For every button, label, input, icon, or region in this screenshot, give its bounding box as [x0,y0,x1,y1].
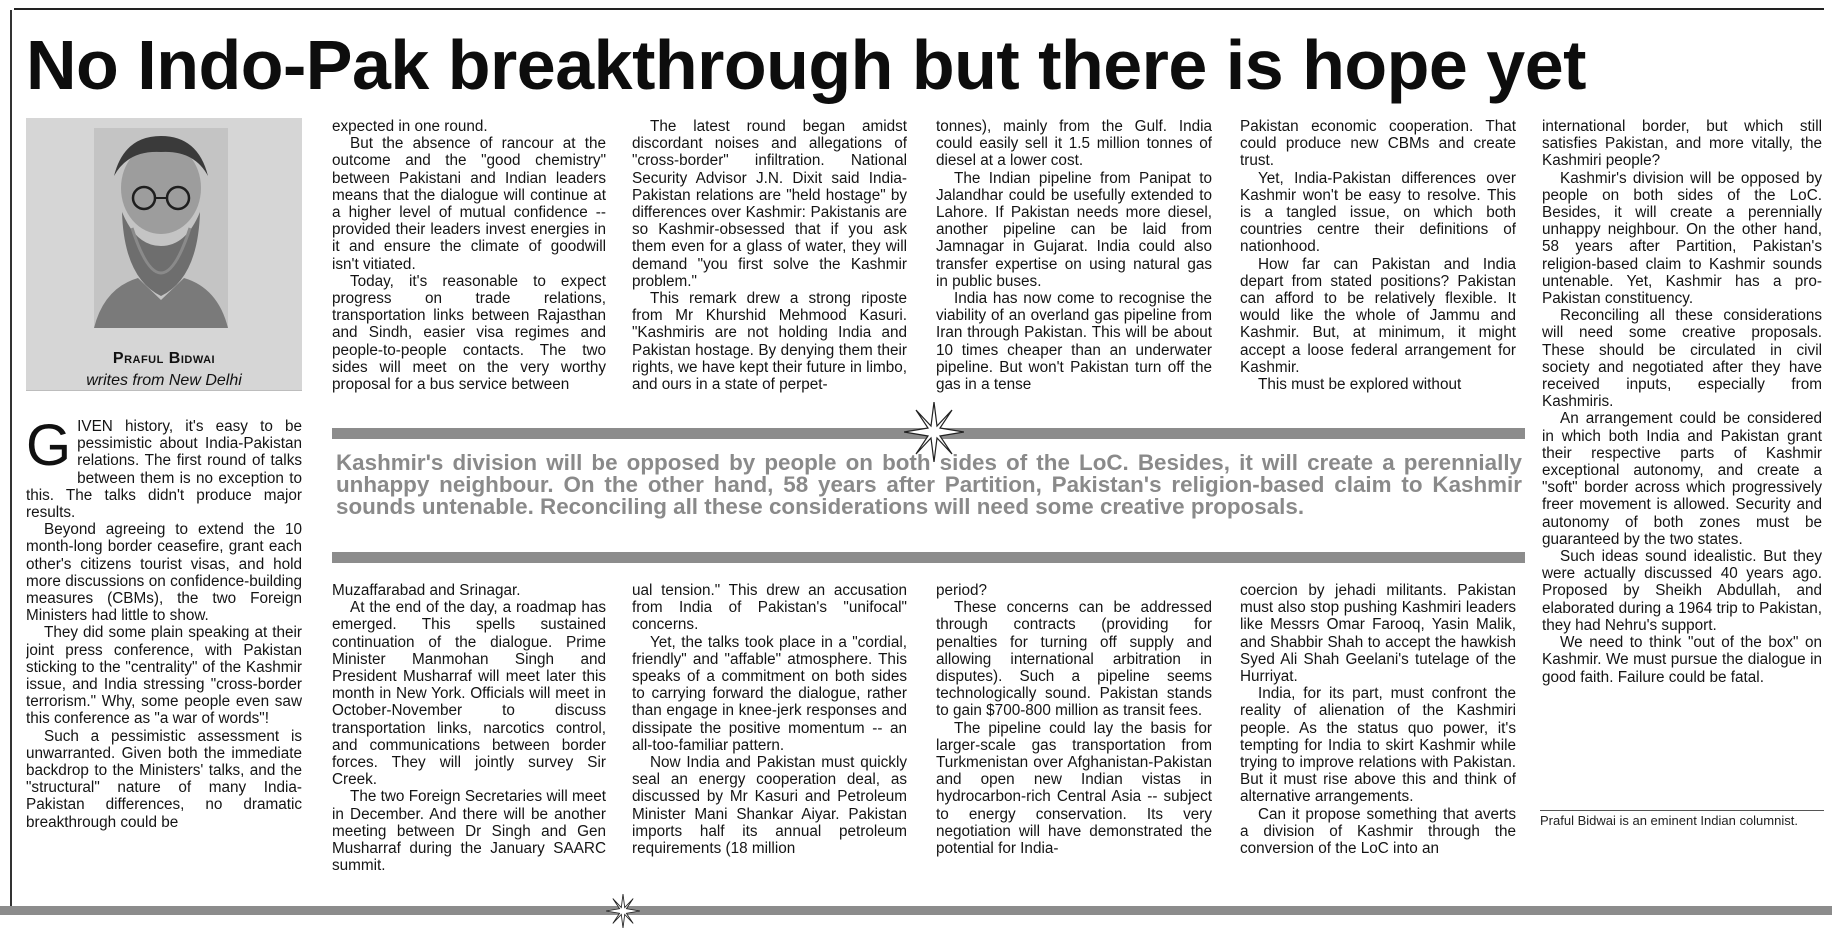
paragraph: India, for its part, must confront the reality of alienation of the Kashmiri people. As the status quo power, it's tempting for India to skirt Kashmir while trying to improve relations with Pakistan. But it must rise above this and think of alternative arrangements. [1240,685,1516,806]
paragraph: Pakistan economic cooperation. That could produce new CBMs and create trust. [1240,118,1516,170]
top-rule [14,8,1824,10]
paragraph: These concerns can be addressed through contracts (providing for penalties for turning off supply and allowing international arbitration in disputes). Such a pipeline seems technologically sound. Pakistan stands to gain $700-800 million as transit fees. [936,599,1212,720]
column-2-upper [332,118,606,420]
pull-quote: Kashmir's division will be opposed by people on both sides of the LoC. Besides, it will create a perennially unhappy neighbour. On the other hand, 58 years after Partition, Pakistan's religion-based claim to Kashmir sounds untenable. Reconciling all these considerations will need some creative proposals. [336,450,1522,519]
column-5-lower [1240,582,1516,902]
paragraph: tonnes), mainly from the Gulf. India could easily sell it 1.5 million tonnes of diesel at a lower cost. [936,118,1212,170]
paragraph: Beyond agreeing to extend the 10 month-long border ceasefire, grant each other's citizens tourist visas, and hold more discussions on confidence-building measures (CBMs), the two Foreign Ministers had little to show. [26,521,302,625]
paragraph: At the end of the day, a roadmap has emerged. This spells sustained continuation of the dialogue. Prime Minister Manmohan Singh and President Musharraf will meet later this month in New York. Officials will meet in October-November to discuss transportation links, narcotics control, and communications between border forces. They will jointly survey Sir Creek. [332,599,606,789]
column-6 [1542,118,1822,806]
paragraph: GIVEN history, it's easy to be pessimistic about India-Pakistan relations. The first round of talks between them is no exception to this. The talks didn't produce major results. [26,418,302,522]
paragraph: Yet, the talks took place in a "cordial, friendly" and "affable" atmosphere. This speaks of a commitment on both sides to carrying forward the dialogue, rather than engage in knee-jerk responses and dissipate the positive momentum -- an all-too-familiar pattern. [632,633,907,754]
paragraph: But the absence of rancour at the outcome and the "good chemistry" between Pakistani and Indian leaders means that the dialogue will continue at a higher level of mutual confidence -- provided their leaders invest energies in it and ensure the climate of goodwill isn't vitiated. [332,135,606,273]
author-footnote: Praful Bidwai is an eminent Indian columnist. [1540,813,1798,828]
left-rule [10,10,12,910]
paragraph: Reconciling all these considerations will need some creative proposals. These should be circulated in civil society and negotiated after they have received inputs, especially from Kashmiris. [1542,307,1822,411]
starburst-icon [606,894,640,928]
paragraph: Can it propose something that averts a division of Kashmir through the conversion of the LoC into an [1240,805,1516,858]
paragraph: Today, it's reasonable to expect progress on trade relations, transportation links between Rajasthan and Sindh, easier visa regimes and people-to-people contacts. The two sides will meet on the very worthy proposal for a bus service between [332,272,606,394]
paragraph: Muzaffarabad and Srinagar. [332,582,521,599]
column-4-lower [936,582,1212,902]
footnote-rule [1540,810,1824,811]
byline-box [26,118,302,391]
paragraph: India has now come to recognise the viability of an overland gas pipeline from Iran through Pakistan. This will be about 10 times cheaper than an underwater pipeline. But won't Pakistan turn off the gas in a tense [936,290,1212,394]
byline-name: Praful Bidwai [112,350,216,367]
column-2-lower [332,582,606,902]
paragraph: We need to think "out of the box" on Kashmir. We must pursue the dialogue in good faith. Failure could be fatal. [1542,634,1822,686]
paragraph: This must be explored without [1258,376,1462,394]
bottom-bar [0,906,1832,915]
paragraph: This remark drew a strong riposte from Mr Khurshid Mehmood Kasuri. "Kashmiris are not holding India and Pakistan hostage. By denying them their rights, we have kept their future in limbo, and ours in a state of perpet- [632,290,907,394]
column-4-upper [936,118,1212,420]
paragraph: Yet, India-Pakistan differences over Kashmir won't be easy to resolve. This is a tangled issue, on which both countries centre their definitions of nationhood. [1240,169,1516,256]
column-3-lower [632,582,907,902]
paragraph: The latest round began amidst discordant noises and allegations of "cross-border" infiltration. National Security Advisor J.N. Dixit said India-Pakistan relations are "held hostage" by differences over Kashmir: Pakistanis are so Kashmir-obsessed that if you ask them even for a glass of water, they will demand "you first solve the Kashmir problem." [632,118,907,290]
byline-location: writes from New Delhi [86,372,242,389]
paragraph: period? [936,582,988,599]
paragraph: Now India and Pakistan must quickly seal an energy cooperation deal, as discussed by Mr Kasuri and Petroleum Minister Mani Shankar Aiyar. Pakistan imports half its annual petroleum requirements (18 million [632,754,907,858]
paragraph: expected in one round. [332,118,488,135]
paragraph: ual tension." This drew an accusation from India of Pakistan's "unifocal" concerns. [632,582,907,634]
column-1-lower [26,418,302,906]
paragraph: Kashmir's division will be opposed by people on both sides of the LoC. Besides, it will create a perennially unhappy neighbour. On the other hand, 58 years after Partition, Pakistan's religion-based claim to Kashmir sounds untenable. Yet, Kashmir has a pro-Pakistan constituency. [1542,169,1822,308]
column-3-upper [632,118,907,420]
portrait-photo [94,128,228,328]
paragraph: The pipeline could lay the basis for larger-scale gas transportation from Turkmenistan over Afghanistan-Pakistan and open new Indian vistas in hydrocarbon-rich Central Asia -- subject to energy conservation. Its very negotiation will have demonstrated the potential for India- [936,719,1212,858]
paragraph: The Indian pipeline from Panipat to Jalandhar could be usefully extended to Lahore. If Pakistan needs more diesel, another pipeline can be laid from Jamnagar in Gujarat. India could also transfer expertise on using natural gas in public buses. [936,169,1212,290]
paragraph: They did some plain speaking at their joint press conference, with Pakistan sticking to the "centrality" of the Kashmir issue, and India stressing "cross-border terrorism." Why, some people even saw this conference as "a war of words"! [26,624,302,728]
paragraph: Such ideas sound idealistic. But they were actually discussed 40 years ago. Proposed by Sheikh Abdullah, and elaborated during a 1964 trip to Pakistan, they had Nehru's support. [1542,548,1822,634]
dropcap: G [26,418,72,478]
paragraph: Such a pessimistic assessment is unwarranted. Given both the immediate backdrop to the Ministers' talks, and the "structural" nature of many India-Pakistan differences, no dramatic breakthrough could be [26,727,302,831]
pullquote-bottom-bar [332,552,1525,563]
paragraph: international border, but which still satisfies Pakistan, and more vitally, the Kashmiri people? [1542,118,1822,170]
paragraph: The two Foreign Secretaries will meet in December. And there will be another meeting between Dr Singh and Gen Musharraf during the January SAARC summit. [332,788,606,875]
paragraph: coercion by jehadi militants. Pakistan must also stop pushing Kashmiri leaders like Messrs Omar Farooq, Yasin Malik, and Shabbir Shah to accept the hawkish Syed Ali Shah Geelani's tutelage of the Hurriyat. [1240,582,1516,686]
column-5-upper [1240,118,1516,420]
headline: No Indo-Pak breakthrough but there is hope yet [26,26,1586,104]
author-portrait [94,128,228,328]
paragraph: How far can Pakistan and India depart from stated positions? Pakistan can afford to be relatively flexible. It would like the whole of Jammu and Kashmir. But, at minimum, it might accept a loose federal arrangement for Kashmir. [1240,255,1516,376]
paragraph: An arrangement could be considered in which both India and Pakistan grant their respective parts of Kashmir exceptional autonomy, and create a "soft" border across which progressively freer movement is allowed. Security and autonomy of both zones must be guaranteed by the two states. [1542,410,1822,548]
